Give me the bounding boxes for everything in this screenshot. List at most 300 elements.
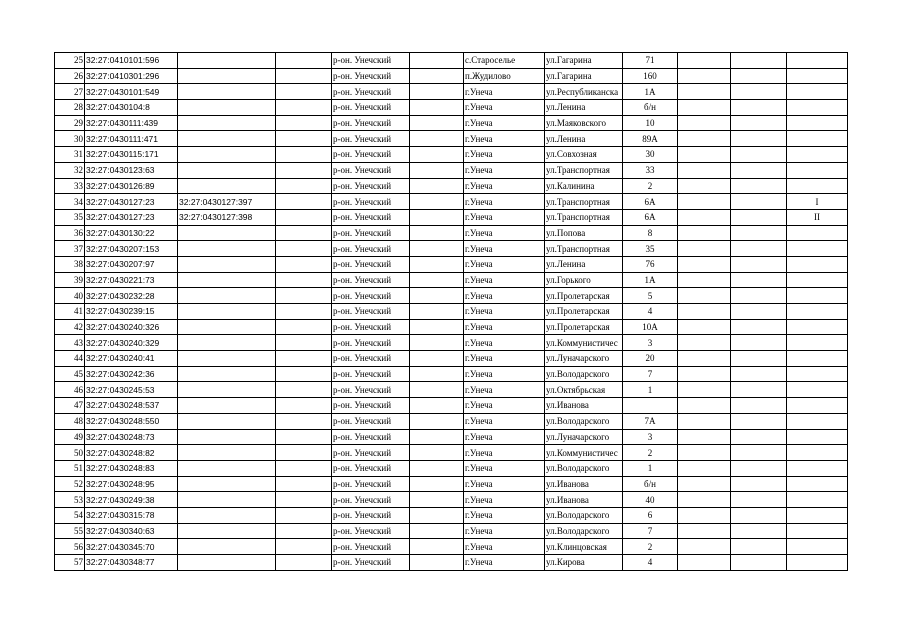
locality-cell: г.Унеча xyxy=(464,241,545,257)
row-number: 53 xyxy=(55,492,85,508)
row-number: 44 xyxy=(55,351,85,367)
empty-cell xyxy=(678,194,731,210)
locality-cell: г.Унеча xyxy=(464,147,545,163)
premises-cadastral-number xyxy=(178,115,276,131)
cadastral-number: 32:27:0430240:41 xyxy=(85,351,178,367)
district-cell: р-он. Унечский xyxy=(332,53,410,69)
street-cell: ул.Коммунистичес xyxy=(545,335,623,351)
empty-cell xyxy=(410,382,464,398)
district-cell: р-он. Унечский xyxy=(332,445,410,461)
street-cell: ул.Володарского xyxy=(545,366,623,382)
empty-cell xyxy=(678,100,731,116)
locality-cell: г.Унеча xyxy=(464,84,545,100)
empty-cell xyxy=(276,131,332,147)
premises-cadastral-number xyxy=(178,100,276,116)
house-number-cell: 20 xyxy=(623,351,678,367)
locality-cell: г.Унеча xyxy=(464,429,545,445)
empty-cell xyxy=(410,100,464,116)
empty-cell xyxy=(678,476,731,492)
empty-cell xyxy=(276,225,332,241)
premises-cadastral-number xyxy=(178,413,276,429)
empty-cell xyxy=(410,209,464,225)
street-cell: ул.Попова xyxy=(545,225,623,241)
premises-cadastral-number xyxy=(178,131,276,147)
locality-cell: г.Унеча xyxy=(464,555,545,571)
table-row xyxy=(55,304,848,320)
district-cell: р-он. Унечский xyxy=(332,115,410,131)
street-cell: ул.Володарского xyxy=(545,523,623,539)
premises-number-cell xyxy=(787,492,848,508)
street-cell: ул.Транспортная xyxy=(545,209,623,225)
premises-number-cell xyxy=(787,476,848,492)
empty-cell xyxy=(731,304,787,320)
cadastral-number: 32:27:0430249:38 xyxy=(85,492,178,508)
empty-cell xyxy=(410,523,464,539)
empty-cell xyxy=(276,398,332,414)
premises-number-cell xyxy=(787,445,848,461)
premises-number-cell xyxy=(787,53,848,69)
premises-cadastral-number xyxy=(178,256,276,272)
row-number: 26 xyxy=(55,68,85,84)
house-number-cell: 6А xyxy=(623,209,678,225)
locality-cell: г.Унеча xyxy=(464,115,545,131)
district-cell: р-он. Унечский xyxy=(332,413,410,429)
empty-cell xyxy=(410,162,464,178)
empty-cell xyxy=(678,492,731,508)
premises-number-cell xyxy=(787,162,848,178)
empty-cell xyxy=(731,351,787,367)
locality-cell: г.Унеча xyxy=(464,523,545,539)
empty-cell xyxy=(276,539,332,555)
locality-cell: г.Унеча xyxy=(464,194,545,210)
district-cell: р-он. Унечский xyxy=(332,429,410,445)
empty-cell xyxy=(678,555,731,571)
row-number: 48 xyxy=(55,413,85,429)
table-row xyxy=(55,241,848,257)
empty-cell xyxy=(410,256,464,272)
row-number: 43 xyxy=(55,335,85,351)
row-number: 55 xyxy=(55,523,85,539)
row-number: 32 xyxy=(55,162,85,178)
street-cell: ул.Клинцовская xyxy=(545,539,623,555)
premises-number-cell xyxy=(787,256,848,272)
locality-cell: г.Унеча xyxy=(464,304,545,320)
cadastral-number: 32:27:0430248:550 xyxy=(85,413,178,429)
locality-cell: г.Унеча xyxy=(464,398,545,414)
empty-cell xyxy=(731,429,787,445)
district-cell: р-он. Унечский xyxy=(332,178,410,194)
row-number: 38 xyxy=(55,256,85,272)
table-row xyxy=(55,319,848,335)
premises-cadastral-number xyxy=(178,304,276,320)
empty-cell xyxy=(276,429,332,445)
house-number-cell: 6 xyxy=(623,507,678,523)
house-number-cell: 160 xyxy=(623,68,678,84)
empty-cell xyxy=(410,304,464,320)
empty-cell xyxy=(276,272,332,288)
locality-cell: г.Унеча xyxy=(464,445,545,461)
premises-number-cell xyxy=(787,523,848,539)
house-number-cell xyxy=(623,398,678,414)
empty-cell xyxy=(678,413,731,429)
street-cell: ул.Кирова xyxy=(545,555,623,571)
house-number-cell: б/н xyxy=(623,100,678,116)
row-number: 47 xyxy=(55,398,85,414)
premises-cadastral-number xyxy=(178,492,276,508)
row-number: 40 xyxy=(55,288,85,304)
district-cell: р-он. Унечский xyxy=(332,351,410,367)
premises-cadastral-number xyxy=(178,507,276,523)
premises-number-cell xyxy=(787,351,848,367)
row-number: 31 xyxy=(55,147,85,163)
house-number-cell: 33 xyxy=(623,162,678,178)
street-cell: ул.Пролетарская xyxy=(545,304,623,320)
cadastral-number: 32:27:0410101:596 xyxy=(85,53,178,69)
empty-cell xyxy=(731,382,787,398)
cadastral-number: 32:27:0430248:95 xyxy=(85,476,178,492)
street-cell: ул.Луначарского xyxy=(545,429,623,445)
empty-cell xyxy=(731,178,787,194)
empty-cell xyxy=(410,413,464,429)
empty-cell xyxy=(678,256,731,272)
empty-cell xyxy=(678,178,731,194)
street-cell: ул.Володарского xyxy=(545,507,623,523)
cadastral-number: 32:27:0430232:28 xyxy=(85,288,178,304)
empty-cell xyxy=(731,256,787,272)
row-number: 50 xyxy=(55,445,85,461)
locality-cell: г.Унеча xyxy=(464,178,545,194)
house-number-cell: 2 xyxy=(623,539,678,555)
premises-number-cell xyxy=(787,178,848,194)
locality-cell: г.Унеча xyxy=(464,413,545,429)
table-row xyxy=(55,272,848,288)
row-number: 49 xyxy=(55,429,85,445)
house-number-cell: 7А xyxy=(623,413,678,429)
empty-cell xyxy=(410,178,464,194)
district-cell: р-он. Унечский xyxy=(332,476,410,492)
premises-cadastral-number xyxy=(178,429,276,445)
row-number: 45 xyxy=(55,366,85,382)
empty-cell xyxy=(731,272,787,288)
house-number-cell: 8 xyxy=(623,225,678,241)
table-row xyxy=(55,351,848,367)
district-cell: р-он. Унечский xyxy=(332,507,410,523)
district-cell: р-он. Унечский xyxy=(332,523,410,539)
street-cell: ул.Гагарина xyxy=(545,68,623,84)
premises-cadastral-number xyxy=(178,225,276,241)
street-cell: ул.Иванова xyxy=(545,492,623,508)
cadastral-number: 32:27:0430315:78 xyxy=(85,507,178,523)
premises-number-cell xyxy=(787,398,848,414)
premises-cadastral-number xyxy=(178,288,276,304)
row-number: 25 xyxy=(55,53,85,69)
district-cell: р-он. Унечский xyxy=(332,272,410,288)
table-row xyxy=(55,288,848,304)
premises-number-cell xyxy=(787,366,848,382)
cadastral-number: 32:27:0430127:23 xyxy=(85,194,178,210)
house-number-cell: 35 xyxy=(623,241,678,257)
empty-cell xyxy=(731,445,787,461)
empty-cell xyxy=(410,288,464,304)
cadastral-number: 32:27:0430207:97 xyxy=(85,256,178,272)
empty-cell xyxy=(731,398,787,414)
empty-cell xyxy=(731,507,787,523)
empty-cell xyxy=(410,445,464,461)
street-cell: ул.Гагарина xyxy=(545,53,623,69)
premises-number-cell: I xyxy=(787,194,848,210)
empty-cell xyxy=(731,335,787,351)
premises-cadastral-number xyxy=(178,366,276,382)
empty-cell xyxy=(410,507,464,523)
district-cell: р-он. Унечский xyxy=(332,147,410,163)
premises-number-cell xyxy=(787,555,848,571)
empty-cell xyxy=(678,398,731,414)
empty-cell xyxy=(276,366,332,382)
empty-cell xyxy=(731,162,787,178)
premises-cadastral-number: 32:27:0430127:398 xyxy=(178,209,276,225)
empty-cell xyxy=(678,445,731,461)
table-row xyxy=(55,100,848,116)
empty-cell xyxy=(276,256,332,272)
locality-cell: г.Унеча xyxy=(464,131,545,147)
empty-cell xyxy=(276,53,332,69)
table-row xyxy=(55,68,848,84)
premises-number-cell xyxy=(787,539,848,555)
premises-cadastral-number xyxy=(178,84,276,100)
empty-cell xyxy=(410,84,464,100)
district-cell: р-он. Унечский xyxy=(332,382,410,398)
empty-cell xyxy=(678,319,731,335)
table-row xyxy=(55,162,848,178)
empty-cell xyxy=(731,84,787,100)
cadastral-number: 32:27:0430239:15 xyxy=(85,304,178,320)
premises-cadastral-number xyxy=(178,351,276,367)
locality-cell: г.Унеча xyxy=(464,351,545,367)
table-body xyxy=(55,53,848,571)
empty-cell xyxy=(410,539,464,555)
empty-cell xyxy=(276,382,332,398)
district-cell: р-он. Унечский xyxy=(332,209,410,225)
empty-cell xyxy=(678,131,731,147)
locality-cell: г.Унеча xyxy=(464,209,545,225)
district-cell: р-он. Унечский xyxy=(332,335,410,351)
empty-cell xyxy=(410,68,464,84)
street-cell: ул.Калинина xyxy=(545,178,623,194)
district-cell: р-он. Унечский xyxy=(332,460,410,476)
premises-cadastral-number xyxy=(178,147,276,163)
empty-cell xyxy=(276,460,332,476)
locality-cell: г.Унеча xyxy=(464,162,545,178)
row-number: 36 xyxy=(55,225,85,241)
table-row xyxy=(55,476,848,492)
premises-number-cell xyxy=(787,382,848,398)
cadastral-number: 32:27:0430221:73 xyxy=(85,272,178,288)
table-row xyxy=(55,507,848,523)
district-cell: р-он. Унечский xyxy=(332,100,410,116)
house-number-cell: 4 xyxy=(623,555,678,571)
table-row xyxy=(55,131,848,147)
empty-cell xyxy=(731,523,787,539)
empty-cell xyxy=(410,366,464,382)
empty-cell xyxy=(678,539,731,555)
empty-cell xyxy=(276,413,332,429)
premises-number-cell xyxy=(787,100,848,116)
district-cell: р-он. Унечский xyxy=(332,131,410,147)
premises-cadastral-number xyxy=(178,476,276,492)
table-row xyxy=(55,366,848,382)
locality-cell: г.Унеча xyxy=(464,335,545,351)
street-cell: ул.Ленина xyxy=(545,256,623,272)
street-cell: ул.Транспортная xyxy=(545,194,623,210)
premises-number-cell xyxy=(787,335,848,351)
premises-number-cell xyxy=(787,413,848,429)
row-number: 30 xyxy=(55,131,85,147)
empty-cell xyxy=(678,382,731,398)
cadastral-number: 32:27:0430240:329 xyxy=(85,335,178,351)
premises-number-cell xyxy=(787,68,848,84)
empty-cell xyxy=(731,319,787,335)
street-cell: ул.Маяковского xyxy=(545,115,623,131)
district-cell: р-он. Унечский xyxy=(332,256,410,272)
empty-cell xyxy=(276,288,332,304)
empty-cell xyxy=(678,304,731,320)
district-cell: р-он. Унечский xyxy=(332,398,410,414)
property-table xyxy=(54,52,848,571)
empty-cell xyxy=(678,162,731,178)
premises-cadastral-number xyxy=(178,398,276,414)
house-number-cell: 3 xyxy=(623,429,678,445)
empty-cell xyxy=(678,429,731,445)
empty-cell xyxy=(410,335,464,351)
empty-cell xyxy=(410,241,464,257)
empty-cell xyxy=(276,492,332,508)
premises-cadastral-number: 32:27:0430127:397 xyxy=(178,194,276,210)
empty-cell xyxy=(678,351,731,367)
house-number-cell: 1 xyxy=(623,460,678,476)
cadastral-number: 32:27:0430248:73 xyxy=(85,429,178,445)
row-number: 51 xyxy=(55,460,85,476)
table-row xyxy=(55,256,848,272)
table-row xyxy=(55,194,848,210)
premises-number-cell xyxy=(787,319,848,335)
locality-cell: п.Жудилово xyxy=(464,68,545,84)
empty-cell xyxy=(410,398,464,414)
cadastral-number: 32:27:0430123:63 xyxy=(85,162,178,178)
street-cell: ул.Коммунистичес xyxy=(545,445,623,461)
row-number: 28 xyxy=(55,100,85,116)
locality-cell: г.Унеча xyxy=(464,476,545,492)
house-number-cell: 2 xyxy=(623,445,678,461)
premises-number-cell xyxy=(787,507,848,523)
empty-cell xyxy=(731,413,787,429)
house-number-cell: 6А xyxy=(623,194,678,210)
table-row xyxy=(55,335,848,351)
empty-cell xyxy=(678,147,731,163)
street-cell: ул.Володарского xyxy=(545,460,623,476)
empty-cell xyxy=(410,476,464,492)
house-number-cell: 89А xyxy=(623,131,678,147)
empty-cell xyxy=(410,53,464,69)
empty-cell xyxy=(678,84,731,100)
empty-cell xyxy=(731,68,787,84)
house-number-cell: 5 xyxy=(623,288,678,304)
empty-cell xyxy=(731,288,787,304)
empty-cell xyxy=(731,492,787,508)
cadastral-number: 32:27:0430111:471 xyxy=(85,131,178,147)
empty-cell xyxy=(678,53,731,69)
street-cell: ул.Иванова xyxy=(545,398,623,414)
street-cell: ул.Горького xyxy=(545,272,623,288)
cadastral-number: 32:27:0430130:22 xyxy=(85,225,178,241)
empty-cell xyxy=(276,555,332,571)
street-cell: ул.Иванова xyxy=(545,476,623,492)
premises-cadastral-number xyxy=(178,539,276,555)
table-row xyxy=(55,115,848,131)
cadastral-number: 32:27:0430340:63 xyxy=(85,523,178,539)
street-cell: ул.Республиканска xyxy=(545,84,623,100)
premises-number-cell xyxy=(787,115,848,131)
row-number: 54 xyxy=(55,507,85,523)
row-number: 52 xyxy=(55,476,85,492)
row-number: 57 xyxy=(55,555,85,571)
locality-cell: г.Унеча xyxy=(464,319,545,335)
premises-cadastral-number xyxy=(178,523,276,539)
row-number: 27 xyxy=(55,84,85,100)
table-row xyxy=(55,225,848,241)
district-cell: р-он. Унечский xyxy=(332,288,410,304)
empty-cell xyxy=(276,445,332,461)
empty-cell xyxy=(410,115,464,131)
empty-cell xyxy=(678,366,731,382)
row-number: 39 xyxy=(55,272,85,288)
row-number: 29 xyxy=(55,115,85,131)
house-number-cell: 3 xyxy=(623,335,678,351)
empty-cell xyxy=(410,555,464,571)
empty-cell xyxy=(731,225,787,241)
empty-cell xyxy=(276,84,332,100)
premises-cadastral-number xyxy=(178,162,276,178)
empty-cell xyxy=(678,460,731,476)
house-number-cell: 2 xyxy=(623,178,678,194)
table-row xyxy=(55,398,848,414)
locality-cell: г.Унеча xyxy=(464,507,545,523)
district-cell: р-он. Унечский xyxy=(332,241,410,257)
district-cell: р-он. Унечский xyxy=(332,84,410,100)
empty-cell xyxy=(410,351,464,367)
premises-number-cell xyxy=(787,147,848,163)
empty-cell xyxy=(678,68,731,84)
empty-cell xyxy=(731,539,787,555)
empty-cell xyxy=(276,351,332,367)
empty-cell xyxy=(731,460,787,476)
table-row xyxy=(55,523,848,539)
district-cell: р-он. Унечский xyxy=(332,366,410,382)
cadastral-number: 32:27:0430345:70 xyxy=(85,539,178,555)
premises-number-cell xyxy=(787,225,848,241)
premises-cadastral-number xyxy=(178,272,276,288)
empty-cell xyxy=(276,162,332,178)
cadastral-number: 32:27:0430245:53 xyxy=(85,382,178,398)
row-number: 37 xyxy=(55,241,85,257)
cadastral-number: 32:27:0430248:83 xyxy=(85,460,178,476)
empty-cell xyxy=(731,209,787,225)
cadastral-number: 32:27:0430248:537 xyxy=(85,398,178,414)
premises-number-cell xyxy=(787,84,848,100)
empty-cell xyxy=(731,194,787,210)
premises-cadastral-number xyxy=(178,445,276,461)
house-number-cell: 7 xyxy=(623,366,678,382)
premises-number-cell xyxy=(787,288,848,304)
